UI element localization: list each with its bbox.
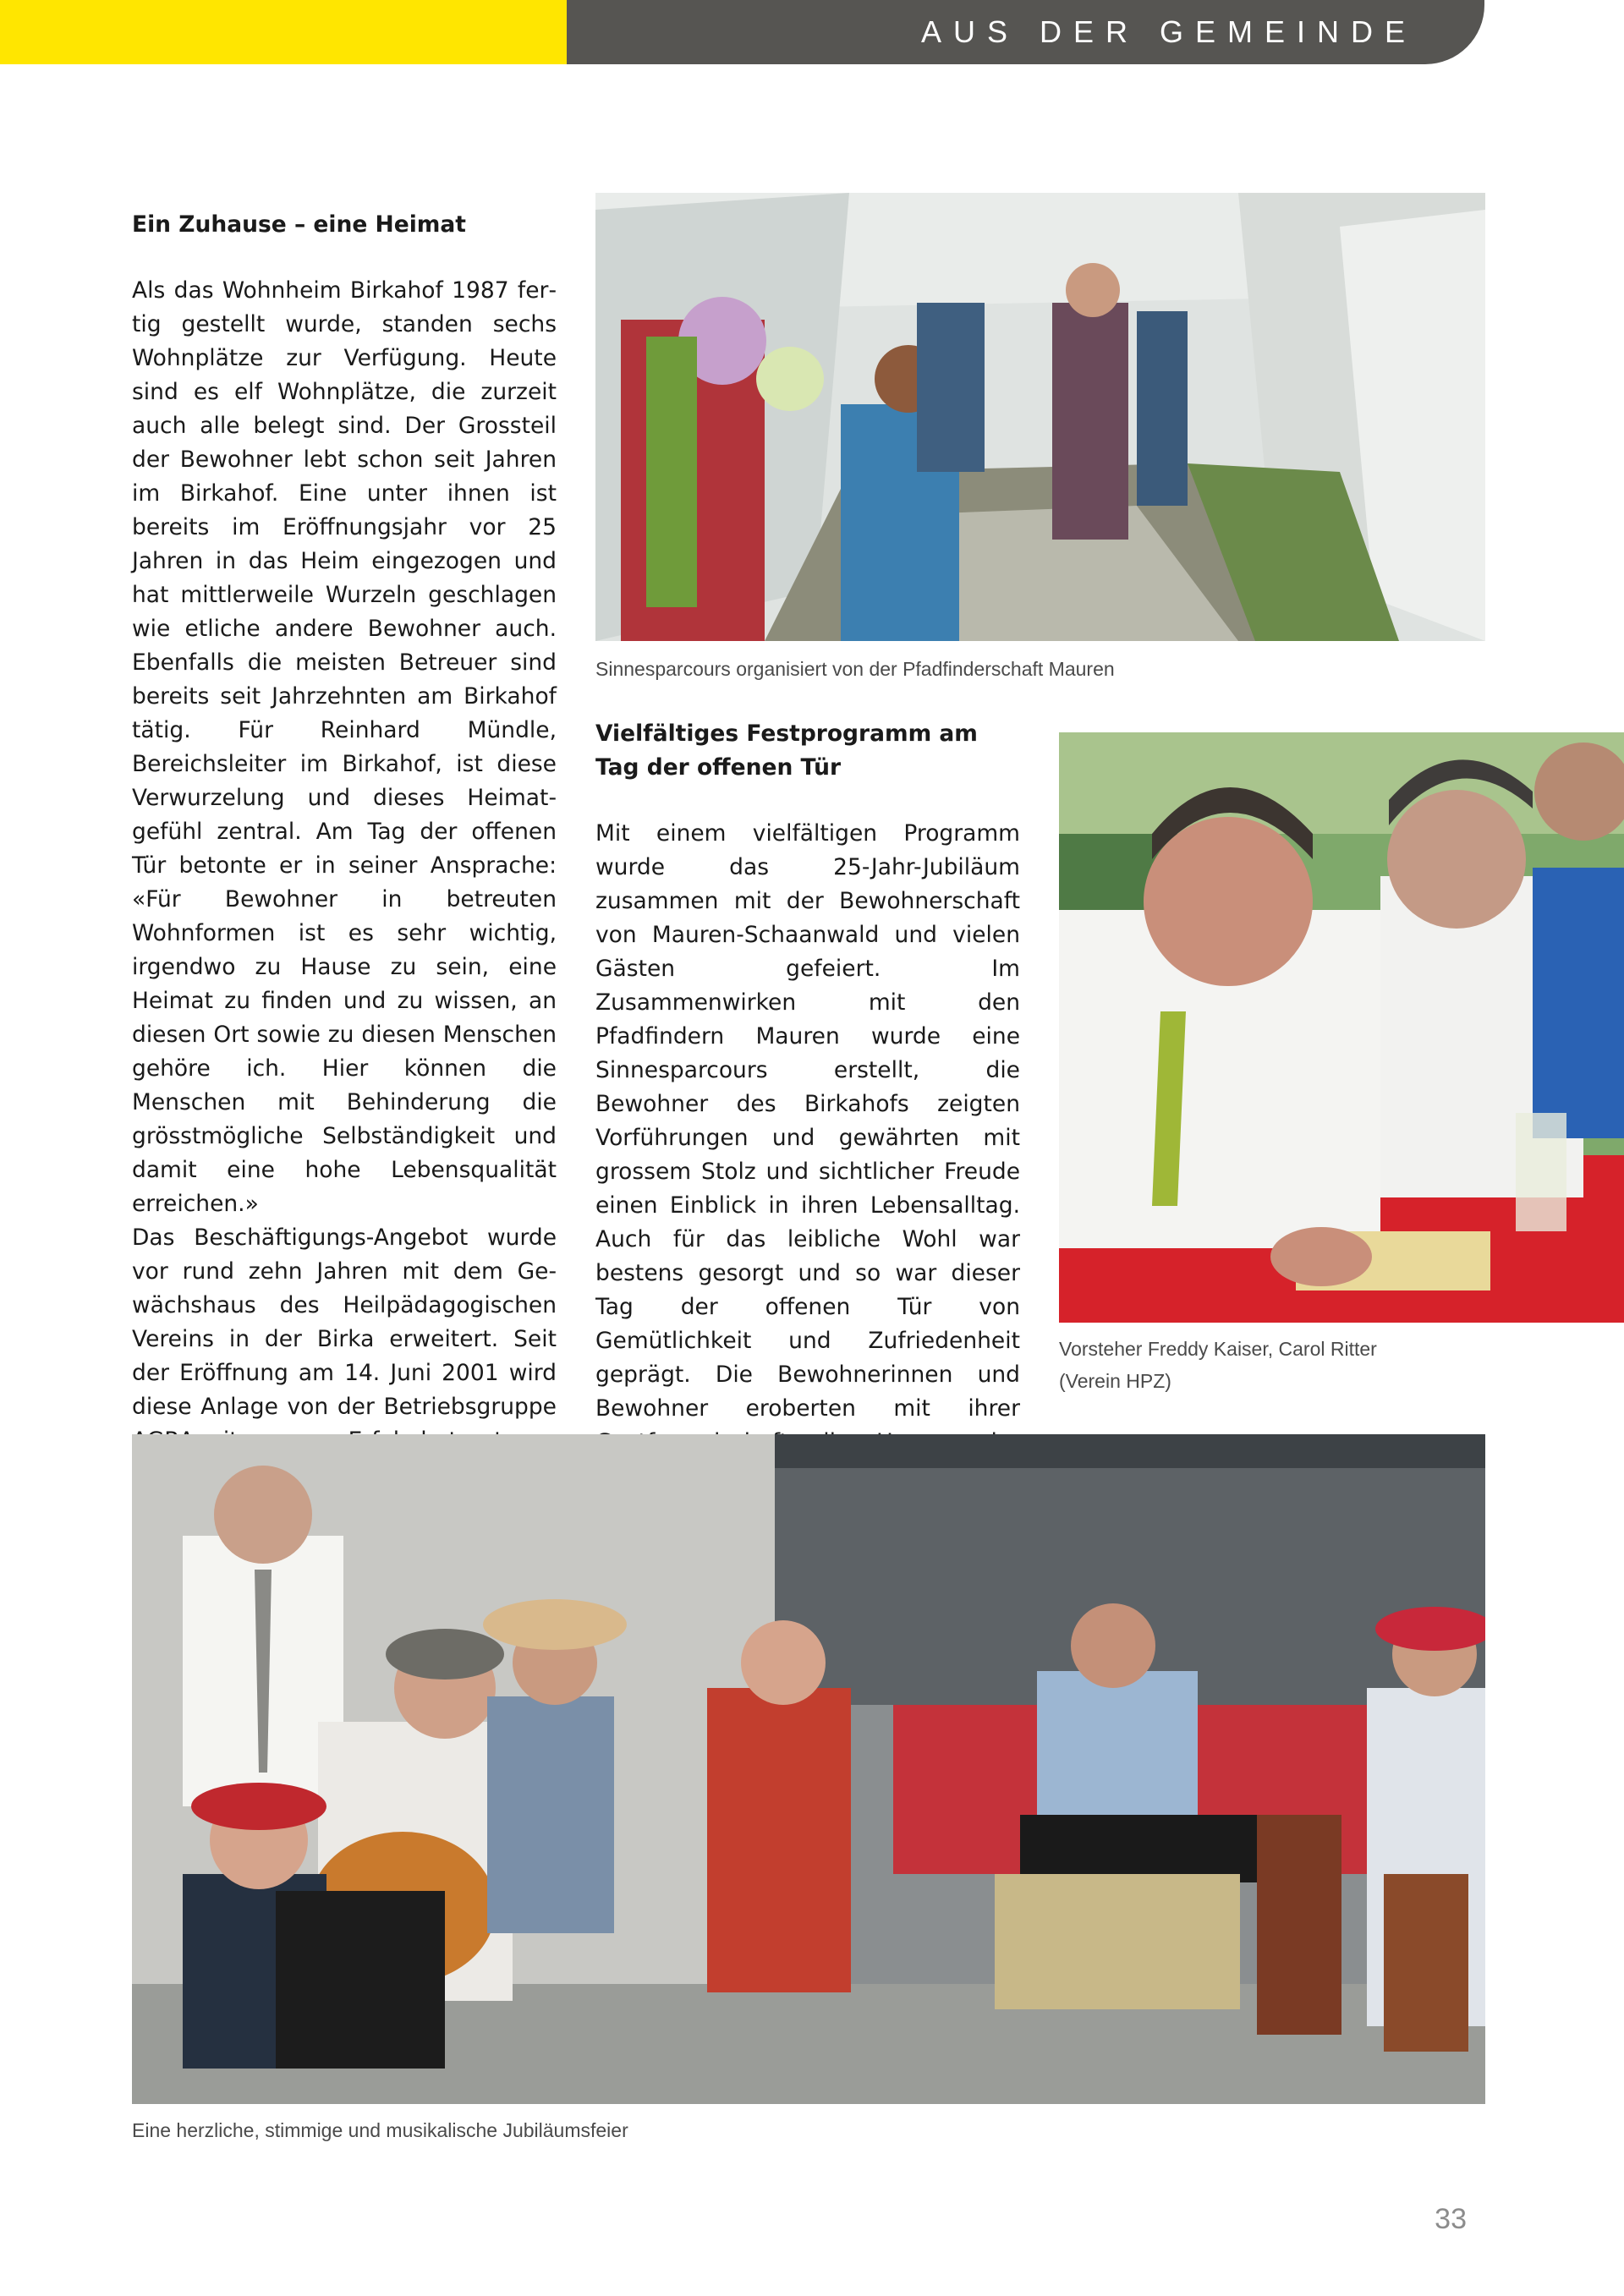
left-heading: Ein Zuhause – eine Heimat	[132, 211, 466, 238]
photo-greenhouse	[595, 193, 1485, 641]
photo-signing	[1059, 732, 1624, 1323]
middle-column	[595, 717, 1020, 1493]
middle-paragraph: Mit einem vielfältigen Programm wurde das 25-Jahr-Jubiläum zusammen mit der Bewohnerschaft von Mauren-Schaanwald und vielen Gästen gefeiert. Im Zusammenwirken mit den Pfadfindern Mauren wurde eine Sinnesparcours erstellt, die Bewohner des Birkahofs zeigten Vorführungen und gewährten mit grossem Stolz und sichtlicher Freude einen Einblick in ihren Lebensalltag. Auch für das leibliche Wohl war bestens gesorgt und so war dieser Tag der offenen Tür von Gemütlichkeit und Zufriedenheit geprägt. Die Bewohnerinnen und Bewohner eroberten mit ihrer	[595, 820, 1020, 1422]
section-title: AUS DER GEMEINDE	[920, 14, 1417, 49]
photo-band	[132, 1434, 1485, 2104]
page-number: 33	[1435, 2203, 1467, 2235]
left-column	[132, 208, 557, 1458]
left-body	[132, 274, 557, 1458]
middle-body	[595, 817, 1020, 1493]
section-header	[567, 0, 1484, 64]
caption-signing: Vorsteher Freddy Kaiser, Carol Ritter (Verein HPZ)	[1059, 1338, 1377, 1392]
left-paragraph-2: Das Beschäftigungs-Angebot wurde vor rund zehn Jahren mit dem Gewächshaus des Heilpädagogischen Vereins in der Birka erweitert. Seit der Eröffnung am 14. Juni 2001 wird diese Anlage von der Betriebsgruppe	[132, 1225, 557, 1420]
caption-greenhouse: Sinnesparcours organisiert von der Pfadfinderschaft Mauren	[595, 658, 1115, 680]
caption-band: Eine herzliche, stimmige und musikalische Jubiläumsfeier	[132, 2119, 628, 2141]
header-accent-bar	[0, 0, 567, 64]
left-paragraph-1: Als das Wohnheim Birkahof 1987 fertig gestellt wurde, standen sechs Wohnplätze zur Verfügung. Heute sind es elf Wohnplätze, die zurzeit auch alle belegt sind. Der Grossteil der Bewohner lebt schon seit Jahren im Birkahof. Eine unter ihnen ist bereits im Eröffnungsjahr vor 25 Jahren in das Heim eingezogen und hat mittlerweile Wurzeln geschlagen wie etliche andere Bewohner auch. Ebenfalls die meisten Betreuer sind bereits seit Jahrzehnten am Birkahof tätig. Für Reinhard Mündle, Bereichsleiter im Birkahof, ist diese Verwurzelung und dieses Heimatgefühl zentral. Am Tag der offenen Tür betonte er in seiner Ansprache: «Für Bewohner in betreuten Wohnformen ist es sehr wichtig, irgendwo zu Hause zu sein, eine Heimat zu finden und zu wissen, an diesen Ort sowie zu diesen Menschen gehöre ich. Hier können die Menschen mit Behinderung die grösstmögliche Selbständigkeit und damit eine hohe Lebensqualität erreichen.»	[132, 277, 557, 1217]
middle-heading: Vielfältiges Festprogramm am Tag der offenen Tür	[595, 721, 978, 781]
